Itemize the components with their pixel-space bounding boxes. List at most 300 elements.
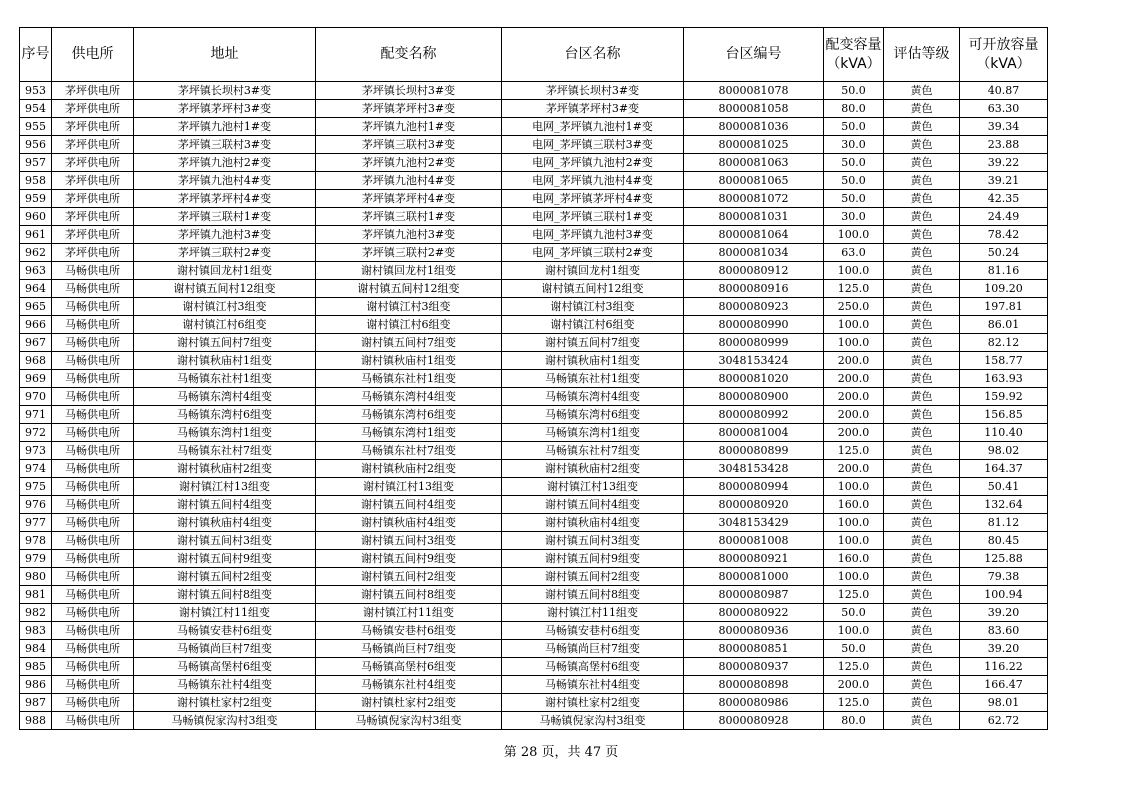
cell-open-capacity: 98.02 (960, 442, 1048, 460)
cell-index: 961 (20, 226, 52, 244)
cell-area-code: 8000081000 (684, 568, 824, 586)
cell-area-name: 电网_茅坪镇九池村1#变 (502, 118, 684, 136)
cell-address: 谢村镇五间村12组变 (134, 280, 316, 298)
cell-address: 谢村镇五间村7组变 (134, 334, 316, 352)
cell-area-code: 8000080851 (684, 640, 824, 658)
table-row (20, 550, 1048, 568)
cell-grade: 黄色 (884, 424, 960, 442)
cell-area-code: 8000080928 (684, 712, 824, 730)
cell-open-capacity: 39.34 (960, 118, 1048, 136)
cell-index: 962 (20, 244, 52, 262)
cell-grade: 黄色 (884, 676, 960, 694)
cell-grade: 黄色 (884, 334, 960, 352)
cell-capacity: 200.0 (824, 388, 884, 406)
cell-open-capacity: 80.45 (960, 532, 1048, 550)
cell-index: 965 (20, 298, 52, 316)
cell-area-name: 马畅镇东湾村1组变 (502, 424, 684, 442)
cell-area-code: 8000080936 (684, 622, 824, 640)
cell-open-capacity: 109.20 (960, 280, 1048, 298)
table-row (20, 172, 1048, 190)
cell-open-capacity: 110.40 (960, 424, 1048, 442)
table-row (20, 514, 1048, 532)
cell-index: 969 (20, 370, 52, 388)
table-row (20, 442, 1048, 460)
cell-transformer: 马畅镇东湾村6组变 (316, 406, 502, 424)
cell-station: 马畅供电所 (52, 298, 134, 316)
cell-capacity: 100.0 (824, 316, 884, 334)
cell-grade: 黄色 (884, 622, 960, 640)
cell-capacity: 100.0 (824, 334, 884, 352)
cell-station: 马畅供电所 (52, 496, 134, 514)
cell-transformer: 茅坪镇茅坪村3#变 (316, 100, 502, 118)
table-row (20, 262, 1048, 280)
cell-index: 959 (20, 190, 52, 208)
cell-grade: 黄色 (884, 478, 960, 496)
cell-transformer: 马畅镇东社村4组变 (316, 676, 502, 694)
cell-grade: 黄色 (884, 568, 960, 586)
table-row (20, 676, 1048, 694)
cell-index: 958 (20, 172, 52, 190)
cell-address: 马畅镇尚巨村7组变 (134, 640, 316, 658)
cell-open-capacity: 40.87 (960, 82, 1048, 100)
cell-area-code: 8000080920 (684, 496, 824, 514)
cell-station: 马畅供电所 (52, 334, 134, 352)
cell-index: 980 (20, 568, 52, 586)
cell-grade: 黄色 (884, 586, 960, 604)
table-row (20, 496, 1048, 514)
cell-open-capacity: 81.12 (960, 514, 1048, 532)
cell-area-code: 8000081031 (684, 208, 824, 226)
cell-transformer: 马畅镇倪家沟村3组变 (316, 712, 502, 730)
cell-open-capacity: 125.88 (960, 550, 1048, 568)
cell-station: 茅坪供电所 (52, 226, 134, 244)
cell-area-name: 电网_茅坪镇茅坪村4#变 (502, 190, 684, 208)
cell-grade: 黄色 (884, 208, 960, 226)
col-header-transformer: 配变名称 (316, 28, 502, 82)
cell-area-code: 3048153424 (684, 352, 824, 370)
cell-open-capacity: 86.01 (960, 316, 1048, 334)
cell-station: 茅坪供电所 (52, 208, 134, 226)
cell-capacity: 200.0 (824, 676, 884, 694)
cell-index: 983 (20, 622, 52, 640)
cell-address: 茅坪镇九池村3#变 (134, 226, 316, 244)
cell-address: 谢村镇秋庙村2组变 (134, 460, 316, 478)
cell-station: 马畅供电所 (52, 406, 134, 424)
cell-transformer: 马畅镇高堡村6组变 (316, 658, 502, 676)
cell-grade: 黄色 (884, 190, 960, 208)
cell-transformer: 茅坪镇九池村4#变 (316, 172, 502, 190)
cell-address: 谢村镇江村3组变 (134, 298, 316, 316)
cell-capacity: 200.0 (824, 370, 884, 388)
cell-area-name: 谢村镇江村3组变 (502, 298, 684, 316)
col-header-address: 地址 (134, 28, 316, 82)
cell-index: 967 (20, 334, 52, 352)
cell-index: 954 (20, 100, 52, 118)
cell-grade: 黄色 (884, 370, 960, 388)
cell-index: 960 (20, 208, 52, 226)
cell-address: 茅坪镇茅坪村3#变 (134, 100, 316, 118)
cell-area-code: 8000080987 (684, 586, 824, 604)
cell-open-capacity: 100.94 (960, 586, 1048, 604)
cell-index: 981 (20, 586, 52, 604)
cell-address: 马畅镇东社村7组变 (134, 442, 316, 460)
cell-grade: 黄色 (884, 280, 960, 298)
cell-area-code: 8000081036 (684, 118, 824, 136)
cell-grade: 黄色 (884, 406, 960, 424)
cell-transformer: 谢村镇秋庙村1组变 (316, 352, 502, 370)
cell-open-capacity: 62.72 (960, 712, 1048, 730)
cell-station: 马畅供电所 (52, 352, 134, 370)
cell-transformer: 谢村镇五间村12组变 (316, 280, 502, 298)
cell-area-name: 马畅镇尚巨村7组变 (502, 640, 684, 658)
cell-transformer: 马畅镇东社村7组变 (316, 442, 502, 460)
cell-address: 茅坪镇九池村2#变 (134, 154, 316, 172)
cell-grade: 黄色 (884, 460, 960, 478)
cell-area-name: 电网_茅坪镇九池村2#变 (502, 154, 684, 172)
cell-area-code: 8000080999 (684, 334, 824, 352)
cell-area-name: 电网_茅坪镇三联村1#变 (502, 208, 684, 226)
cell-area-name: 马畅镇倪家沟村3组变 (502, 712, 684, 730)
cell-transformer: 谢村镇五间村7组变 (316, 334, 502, 352)
cell-index: 978 (20, 532, 52, 550)
cell-area-name: 马畅镇东社村4组变 (502, 676, 684, 694)
cell-transformer: 茅坪镇九池村1#变 (316, 118, 502, 136)
table-row (20, 100, 1048, 118)
table-row (20, 298, 1048, 316)
cell-open-capacity: 163.93 (960, 370, 1048, 388)
cell-grade: 黄色 (884, 298, 960, 316)
cell-capacity: 200.0 (824, 352, 884, 370)
cell-area-code: 8000081025 (684, 136, 824, 154)
cell-grade: 黄色 (884, 514, 960, 532)
cell-index: 964 (20, 280, 52, 298)
cell-address: 谢村镇杜家村2组变 (134, 694, 316, 712)
cell-transformer: 马畅镇安巷村6组变 (316, 622, 502, 640)
cell-address: 谢村镇五间村2组变 (134, 568, 316, 586)
col-header-grade: 评估等级 (884, 28, 960, 82)
cell-open-capacity: 39.22 (960, 154, 1048, 172)
cell-station: 马畅供电所 (52, 514, 134, 532)
cell-capacity: 200.0 (824, 460, 884, 478)
cell-area-code: 8000080994 (684, 478, 824, 496)
cell-station: 马畅供电所 (52, 280, 134, 298)
cell-area-name: 谢村镇五间村2组变 (502, 568, 684, 586)
cell-area-name: 电网_茅坪镇三联村3#变 (502, 136, 684, 154)
cell-capacity: 100.0 (824, 478, 884, 496)
cell-grade: 黄色 (884, 658, 960, 676)
cell-grade: 黄色 (884, 172, 960, 190)
cell-area-code: 8000080912 (684, 262, 824, 280)
cell-address: 茅坪镇九池村4#变 (134, 172, 316, 190)
cell-area-code: 8000080900 (684, 388, 824, 406)
cell-capacity: 50.0 (824, 190, 884, 208)
cell-station: 马畅供电所 (52, 658, 134, 676)
cell-open-capacity: 159.92 (960, 388, 1048, 406)
cell-address: 谢村镇五间村3组变 (134, 532, 316, 550)
cell-address: 谢村镇五间村9组变 (134, 550, 316, 568)
cell-open-capacity: 23.88 (960, 136, 1048, 154)
cell-capacity: 80.0 (824, 100, 884, 118)
cell-area-code: 8000080898 (684, 676, 824, 694)
cell-station: 马畅供电所 (52, 442, 134, 460)
cell-area-code: 8000080937 (684, 658, 824, 676)
cell-grade: 黄色 (884, 118, 960, 136)
cell-address: 谢村镇回龙村1组变 (134, 262, 316, 280)
cell-grade: 黄色 (884, 694, 960, 712)
cell-grade: 黄色 (884, 388, 960, 406)
cell-area-code: 8000081004 (684, 424, 824, 442)
cell-station: 马畅供电所 (52, 586, 134, 604)
cell-transformer: 茅坪镇九池村3#变 (316, 226, 502, 244)
cell-capacity: 125.0 (824, 280, 884, 298)
cell-index: 970 (20, 388, 52, 406)
cell-open-capacity: 82.12 (960, 334, 1048, 352)
cell-transformer: 谢村镇五间村8组变 (316, 586, 502, 604)
cell-open-capacity: 39.20 (960, 604, 1048, 622)
cell-grade: 黄色 (884, 82, 960, 100)
cell-address: 谢村镇五间村4组变 (134, 496, 316, 514)
cell-station: 茅坪供电所 (52, 244, 134, 262)
cell-transformer: 茅坪镇九池村2#变 (316, 154, 502, 172)
cell-transformer: 谢村镇五间村4组变 (316, 496, 502, 514)
cell-index: 987 (20, 694, 52, 712)
cell-capacity: 50.0 (824, 604, 884, 622)
cell-area-code: 8000081064 (684, 226, 824, 244)
cell-station: 茅坪供电所 (52, 136, 134, 154)
cell-address: 马畅镇东社村1组变 (134, 370, 316, 388)
table-row (20, 316, 1048, 334)
cell-transformer: 谢村镇五间村3组变 (316, 532, 502, 550)
table-row (20, 388, 1048, 406)
cell-open-capacity: 50.24 (960, 244, 1048, 262)
cell-transformer: 谢村镇回龙村1组变 (316, 262, 502, 280)
cell-area-name: 谢村镇五间村8组变 (502, 586, 684, 604)
cell-area-name: 谢村镇回龙村1组变 (502, 262, 684, 280)
cell-area-name: 马畅镇东社村1组变 (502, 370, 684, 388)
cell-index: 984 (20, 640, 52, 658)
cell-area-name: 电网_茅坪镇九池村4#变 (502, 172, 684, 190)
cell-area-name: 谢村镇五间村3组变 (502, 532, 684, 550)
cell-station: 茅坪供电所 (52, 190, 134, 208)
cell-index: 979 (20, 550, 52, 568)
cell-capacity: 50.0 (824, 118, 884, 136)
cell-capacity: 30.0 (824, 208, 884, 226)
cell-address: 马畅镇倪家沟村3组变 (134, 712, 316, 730)
cell-open-capacity: 156.85 (960, 406, 1048, 424)
cell-transformer: 谢村镇五间村2组变 (316, 568, 502, 586)
header-row (20, 28, 1048, 82)
cell-station: 马畅供电所 (52, 550, 134, 568)
cell-address: 谢村镇秋庙村4组变 (134, 514, 316, 532)
cell-address: 茅坪镇九池村1#变 (134, 118, 316, 136)
cell-index: 977 (20, 514, 52, 532)
table-row (20, 208, 1048, 226)
cell-capacity: 100.0 (824, 532, 884, 550)
cell-grade: 黄色 (884, 154, 960, 172)
cell-area-name: 谢村镇五间村9组变 (502, 550, 684, 568)
cell-open-capacity: 63.30 (960, 100, 1048, 118)
table-row (20, 334, 1048, 352)
cell-area-name: 谢村镇秋庙村4组变 (502, 514, 684, 532)
data-table (19, 27, 1048, 730)
cell-station: 马畅供电所 (52, 262, 134, 280)
cell-grade: 黄色 (884, 550, 960, 568)
cell-open-capacity: 24.49 (960, 208, 1048, 226)
col-header-capacity: 配变容量 （kVA） (824, 28, 884, 82)
cell-area-code: 8000081058 (684, 100, 824, 118)
table-row (20, 478, 1048, 496)
cell-station: 茅坪供电所 (52, 154, 134, 172)
cell-area-code: 3048153428 (684, 460, 824, 478)
cell-capacity: 125.0 (824, 442, 884, 460)
cell-area-code: 8000080986 (684, 694, 824, 712)
cell-area-code: 8000080899 (684, 442, 824, 460)
cell-grade: 黄色 (884, 712, 960, 730)
cell-area-code: 8000081034 (684, 244, 824, 262)
cell-address: 马畅镇东湾村6组变 (134, 406, 316, 424)
cell-station: 马畅供电所 (52, 370, 134, 388)
cell-transformer: 马畅镇尚巨村7组变 (316, 640, 502, 658)
table-row (20, 280, 1048, 298)
cell-open-capacity: 81.16 (960, 262, 1048, 280)
cell-open-capacity: 98.01 (960, 694, 1048, 712)
table-row (20, 118, 1048, 136)
cell-capacity: 30.0 (824, 136, 884, 154)
cell-area-name: 茅坪镇茅坪村3#变 (502, 100, 684, 118)
cell-area-code: 8000080921 (684, 550, 824, 568)
cell-capacity: 200.0 (824, 424, 884, 442)
cell-area-name: 马畅镇东湾村6组变 (502, 406, 684, 424)
cell-index: 985 (20, 658, 52, 676)
cell-address: 茅坪镇三联村1#变 (134, 208, 316, 226)
cell-grade: 黄色 (884, 532, 960, 550)
cell-capacity: 200.0 (824, 406, 884, 424)
cell-index: 975 (20, 478, 52, 496)
page-footer: 第 28 页，共 47 页 (503, 745, 619, 760)
cell-area-code: 8000081063 (684, 154, 824, 172)
cell-transformer: 谢村镇杜家村2组变 (316, 694, 502, 712)
table-row (20, 190, 1048, 208)
cell-transformer: 谢村镇江村3组变 (316, 298, 502, 316)
cell-index: 957 (20, 154, 52, 172)
table-row (20, 658, 1048, 676)
cell-transformer: 茅坪镇长坝村3#变 (316, 82, 502, 100)
cell-area-name: 谢村镇五间村12组变 (502, 280, 684, 298)
cell-area-code: 3048153429 (684, 514, 824, 532)
cell-address: 茅坪镇三联村3#变 (134, 136, 316, 154)
table-row (20, 424, 1048, 442)
cell-address: 马畅镇安巷村6组变 (134, 622, 316, 640)
cell-capacity: 125.0 (824, 694, 884, 712)
cell-grade: 黄色 (884, 226, 960, 244)
cell-address: 谢村镇五间村8组变 (134, 586, 316, 604)
table-row (20, 460, 1048, 478)
cell-transformer: 谢村镇秋庙村4组变 (316, 514, 502, 532)
cell-station: 马畅供电所 (52, 532, 134, 550)
cell-address: 谢村镇江村11组变 (134, 604, 316, 622)
cell-capacity: 100.0 (824, 262, 884, 280)
cell-index: 973 (20, 442, 52, 460)
cell-area-code: 8000081020 (684, 370, 824, 388)
col-header-station: 供电所 (52, 28, 134, 82)
cell-station: 马畅供电所 (52, 388, 134, 406)
cell-open-capacity: 39.21 (960, 172, 1048, 190)
col-header-open-capacity: 可开放容量 （kVA） (960, 28, 1048, 82)
cell-transformer: 茅坪镇三联村3#变 (316, 136, 502, 154)
cell-index: 966 (20, 316, 52, 334)
cell-area-name: 谢村镇五间村7组变 (502, 334, 684, 352)
cell-station: 马畅供电所 (52, 316, 134, 334)
cell-grade: 黄色 (884, 136, 960, 154)
cell-station: 马畅供电所 (52, 604, 134, 622)
cell-transformer: 茅坪镇茅坪村4#变 (316, 190, 502, 208)
table-row (20, 586, 1048, 604)
cell-index: 971 (20, 406, 52, 424)
cell-open-capacity: 116.22 (960, 658, 1048, 676)
table-row (20, 568, 1048, 586)
cell-station: 马畅供电所 (52, 694, 134, 712)
cell-address: 谢村镇江村6组变 (134, 316, 316, 334)
cell-transformer: 谢村镇江村6组变 (316, 316, 502, 334)
cell-grade: 黄色 (884, 262, 960, 280)
cell-address: 茅坪镇长坝村3#变 (134, 82, 316, 100)
cell-area-code: 8000080916 (684, 280, 824, 298)
cell-area-name: 茅坪镇长坝村3#变 (502, 82, 684, 100)
cell-station: 马畅供电所 (52, 478, 134, 496)
cell-station: 马畅供电所 (52, 712, 134, 730)
cell-transformer: 谢村镇秋庙村2组变 (316, 460, 502, 478)
col-header-index: 序号 (20, 28, 52, 82)
cell-area-code: 8000080990 (684, 316, 824, 334)
cell-area-name: 谢村镇秋庙村2组变 (502, 460, 684, 478)
cell-area-name: 谢村镇杜家村2组变 (502, 694, 684, 712)
cell-area-name: 马畅镇安巷村6组变 (502, 622, 684, 640)
cell-area-name: 谢村镇江村11组变 (502, 604, 684, 622)
table-row (20, 622, 1048, 640)
cell-capacity: 100.0 (824, 226, 884, 244)
cell-grade: 黄色 (884, 352, 960, 370)
table-row (20, 352, 1048, 370)
cell-transformer: 马畅镇东社村1组变 (316, 370, 502, 388)
cell-grade: 黄色 (884, 442, 960, 460)
cell-index: 974 (20, 460, 52, 478)
cell-address: 马畅镇东社村4组变 (134, 676, 316, 694)
cell-index: 956 (20, 136, 52, 154)
cell-capacity: 50.0 (824, 82, 884, 100)
cell-address: 马畅镇高堡村6组变 (134, 658, 316, 676)
cell-area-code: 8000080992 (684, 406, 824, 424)
table-row (20, 370, 1048, 388)
cell-transformer: 谢村镇五间村9组变 (316, 550, 502, 568)
cell-capacity: 100.0 (824, 514, 884, 532)
cell-open-capacity: 158.77 (960, 352, 1048, 370)
cell-transformer: 马畅镇东湾村1组变 (316, 424, 502, 442)
table-row (20, 694, 1048, 712)
cell-area-name: 马畅镇东湾村4组变 (502, 388, 684, 406)
cell-station: 茅坪供电所 (52, 118, 134, 136)
cell-grade: 黄色 (884, 100, 960, 118)
cell-area-name: 马畅镇高堡村6组变 (502, 658, 684, 676)
col-header-area-code: 台区编号 (684, 28, 824, 82)
cell-area-code: 8000081008 (684, 532, 824, 550)
cell-transformer: 谢村镇江村11组变 (316, 604, 502, 622)
table-body (20, 82, 1048, 730)
cell-capacity: 100.0 (824, 622, 884, 640)
cell-grade: 黄色 (884, 640, 960, 658)
cell-index: 955 (20, 118, 52, 136)
cell-capacity: 125.0 (824, 586, 884, 604)
cell-index: 986 (20, 676, 52, 694)
